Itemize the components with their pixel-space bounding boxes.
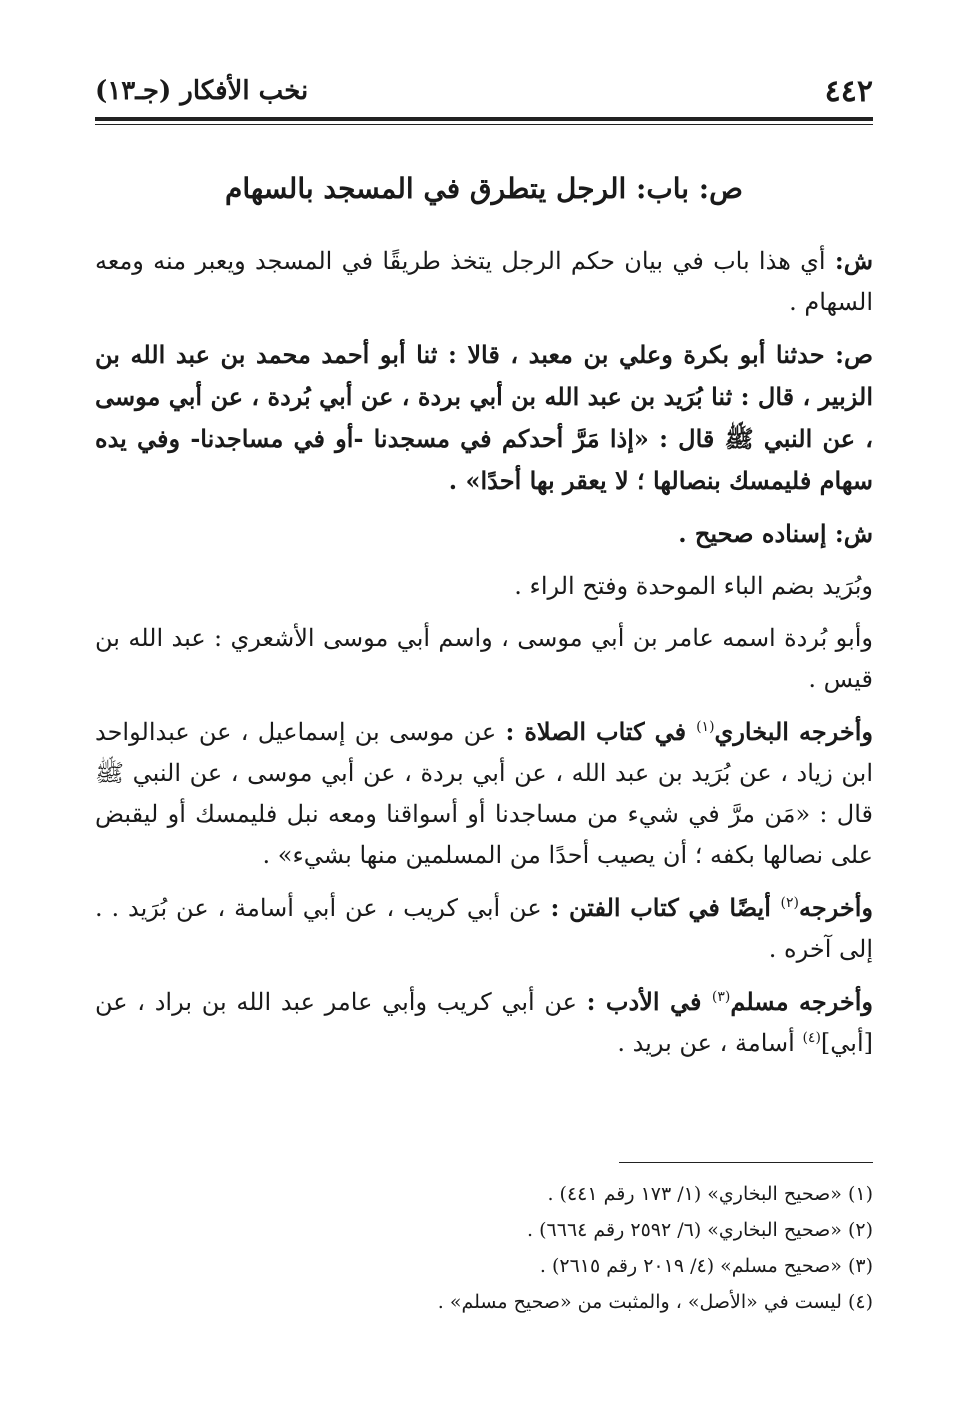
paragraph (95, 240, 873, 323)
paragraph-lead: وأخرجه (798, 893, 873, 922)
paragraph (95, 513, 873, 555)
paragraph-lead: أيضًا في كتاب الفتن : (550, 893, 781, 922)
paragraph (95, 711, 873, 876)
paragraph-lead: ص: (835, 340, 873, 369)
page-number: ٤٤٢ (824, 74, 873, 109)
running-title: نخب الأفكار (جـ١٣) (95, 76, 309, 106)
book-page (95, 0, 873, 1417)
paragraph-lead: وأخرجه مسلم (730, 987, 873, 1016)
footnote: (٢) «صحيح البخاري» (٦/ ٢٥٩٢ رقم ٦٦٦٤) . (527, 1219, 873, 1241)
paragraph-text: أي هذا باب في بيان حكم الرجل يتخذ طريقًا في المسجد ويعبر منه ومعه السهام . (95, 247, 873, 316)
header-rule-thin (95, 124, 873, 125)
paragraph-lead: في كتاب الصلاة : (505, 717, 697, 746)
footnote: (٣) «صحيح مسلم» (٤/ ٢٠١٩ رقم ٢٦١٥) . (539, 1255, 873, 1277)
paragraph-text: عن موسى بن إسماعيل ، عن عبدالواحد ابن زياد ، عن بُرَيد بن عبد الله ، عن أبي بردة ، عن أبي موسى ، عن النبي ﷺ قال : «مَن مرَّ في شيء من مساجدنا أو أسواقنا ومعه نبل فليمسك أو ليقبض على نصالها بكفه ؛ أن يصيب أحدًا من المسلمين منها بشيء» . (95, 718, 873, 869)
footnote-ref: (٤) (802, 1030, 821, 1046)
footnote: (١) «صحيح البخاري» (١/ ١٧٣ رقم ٤٤١) . (547, 1183, 873, 1205)
paragraph-lead: وأخرجه البخاري (714, 717, 873, 746)
paragraph-text: وأبو بُردة اسمه عامر بن أبي موسى ، واسم أبي موسى الأشعري : عبد الله بن قيس . (95, 624, 873, 693)
footnote-ref: (٣) (711, 989, 731, 1005)
section-heading: ص: باب: الرجل يتطرق في المسجد بالسهام (225, 172, 743, 205)
footnote-ref: (١) (696, 719, 715, 735)
paragraph (95, 887, 873, 970)
footnotes (95, 1176, 873, 1320)
paragraph-lead: ش: (834, 246, 873, 275)
paragraph-text: إسناده صحيح . (678, 519, 835, 548)
header-rule (95, 117, 873, 121)
page-header (95, 74, 873, 114)
paragraph (95, 618, 873, 700)
paragraph-text: عن أبي كريب وأبي عامر عبد الله بن براد ، عن [أبي] (95, 988, 873, 1057)
paragraph-text: أسامة ، عن بريد . (617, 1029, 803, 1057)
hadith-text: حدثنا أبو بكرة وعلي بن معبد ، قالا : ثنا أبو أحمد محمد بن عبد الله بن الزبير ، قال : ثنا بُرَيد بن عبد الله بن أبي بردة ، عن أبي بُردة ، عن أبي موسى ، عن النبي ﷺ قال : «إذا مَرَّ أحدكم في مسجدنا -أو في مساجدنا- وفي يده سهام فليمسك بنصالها ؛ لا يعقر بها أحدًا» . (95, 340, 873, 495)
paragraph-lead: ش: (834, 519, 873, 548)
footnote-ref: (٢) (780, 895, 799, 911)
footnote-separator (619, 1162, 873, 1163)
paragraph (95, 981, 873, 1064)
paragraph (95, 566, 873, 607)
footnote: (٤) ليست في «الأصل» ، والمثبت من «صحيح مسلم» . (437, 1291, 873, 1313)
paragraph-lead: في الأدب : (586, 987, 712, 1016)
paragraph-text: وبُرَيد بضم الباء الموحدة وفتح الراء . (514, 572, 873, 600)
paragraph-text: عن أبي كريب ، عن أبي أسامة ، عن بُرَيد . . إلى آخره . (95, 894, 873, 963)
paragraph (95, 334, 873, 502)
body-text (95, 240, 873, 1075)
